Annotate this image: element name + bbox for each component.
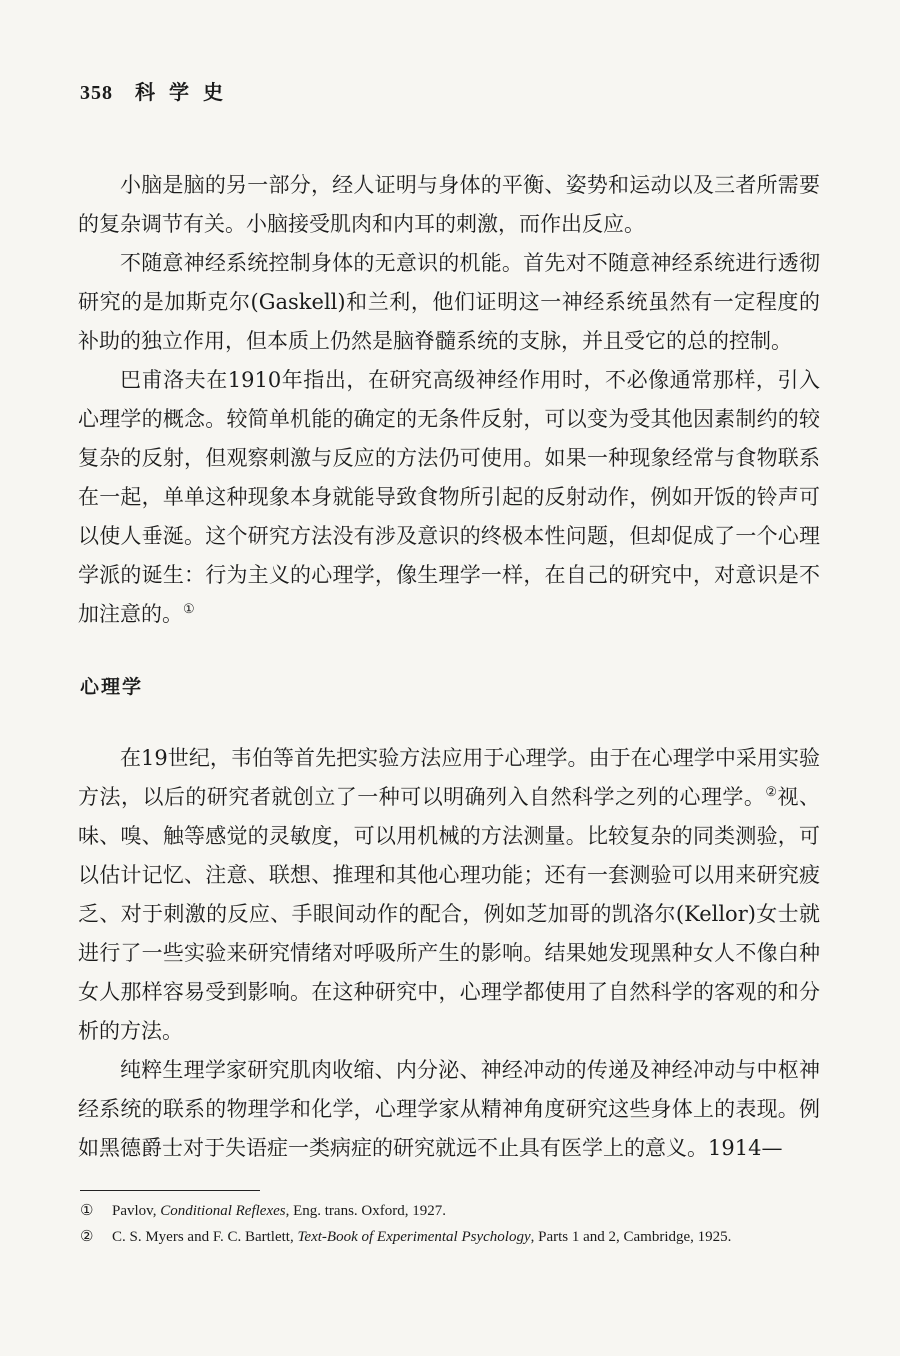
footnote-author: C. S. Myers and F. C. Bartlett, — [112, 1229, 298, 1245]
paragraph-involuntary-nervous-system — [78, 244, 820, 361]
footnote-mark: ② — [80, 1229, 94, 1245]
footnote-ref-2: ② — [765, 785, 778, 800]
paragraph-text: 视、味、嗅、触等感觉的灵敏度，可以用机械的方法测量。比较复杂的同类测验，可以估计记忆、注意、联想、推理和其他心理功能；还有一套测验可以用来研究疲乏、对于刺激的反应、手眼间动作的配合，例如芝加哥的凯洛尔(Kellor)女士就进行了一些实验来研究情绪对呼吸所产生的影响。结果她发现黑种女人不像白种女人那样容易受到影响。在这种研究中，心理学都使用了自然科学的客观的和分析的方法。 — [78, 785, 821, 1043]
footnote-divider — [80, 1190, 260, 1191]
footnote-author: Pavlov, — [112, 1203, 161, 1219]
paragraph-text: 巴甫洛夫在1910年指出，在研究高级神经作用时，不必像通常那样，引入心理学的概念。较简单机能的确定的无条件反射，可以变为受其他因素制约的较复杂的反射，但观察刺激与反应的方法仍可使用。如果一种现象经常与食物联系在一起，单单这种现象本身就能导致食物所引起的反射动作，例如开饭的铃声可以使人垂涎。这个研究方法没有涉及意识的终极本性问题，但却促成了一个心理学派的诞生：行为主义的心理学，像生理学一样，在自己的研究中，对意识是不加注意的。 — [78, 368, 820, 626]
section-heading: 心理学 — [80, 676, 144, 698]
book-title: 科学史 — [134, 80, 237, 104]
page-number: 358 — [80, 82, 113, 104]
footnote-2 — [80, 1225, 822, 1249]
footnote-publication: , Parts 1 and 2, Cambridge, 1925. — [530, 1229, 732, 1245]
paragraph-physiologists — [78, 1051, 820, 1168]
paragraph-text: 纯粹生理学家研究肌肉收缩、内分泌、神经冲动的传递及神经冲动与中枢神经系统的联系的物理学和化学，心理学家从精神角度研究这些身体上的表现。例如黑德爵士对于失语症一类病症的研究就远不止具有医学上的意义。1914— — [78, 1058, 820, 1160]
paragraph-pavlov — [78, 361, 820, 634]
footnote-1 — [80, 1199, 822, 1223]
paragraph-text: 在19世纪，韦伯等首先把实验方法应用于心理学。由于在心理学中采用实验方法，以后的研究者就创立了一种可以明确列入自然科学之列的心理学。 — [78, 746, 820, 809]
footnote-mark: ① — [80, 1203, 94, 1219]
running-header — [80, 76, 237, 105]
paragraph-psychology — [78, 739, 820, 1051]
footnote-ref-1: ① — [183, 602, 195, 617]
footnote-title: Text-Book of Experimental Psychology — [297, 1229, 531, 1245]
paragraph-cerebellum — [78, 166, 820, 244]
footnote-title: Conditional Reflexes — [160, 1203, 286, 1219]
paragraph-text: 小脑是脑的另一部分，经人证明与身体的平衡、姿势和运动以及三者所需要的复杂调节有关。小脑接受肌肉和内耳的刺激，而作出反应。 — [78, 173, 820, 236]
paragraph-text: 不随意神经系统控制身体的无意识的机能。首先对不随意神经系统进行透彻研究的是加斯克尔(Gaskell)和兰利，他们证明这一神经系统虽然有一定程度的补助的独立作用，但本质上仍然是脑脊髓系统的支脉，并且受它的总的控制。 — [78, 251, 820, 353]
footnote-publication: , Eng. trans. Oxford, 1927. — [285, 1203, 446, 1219]
